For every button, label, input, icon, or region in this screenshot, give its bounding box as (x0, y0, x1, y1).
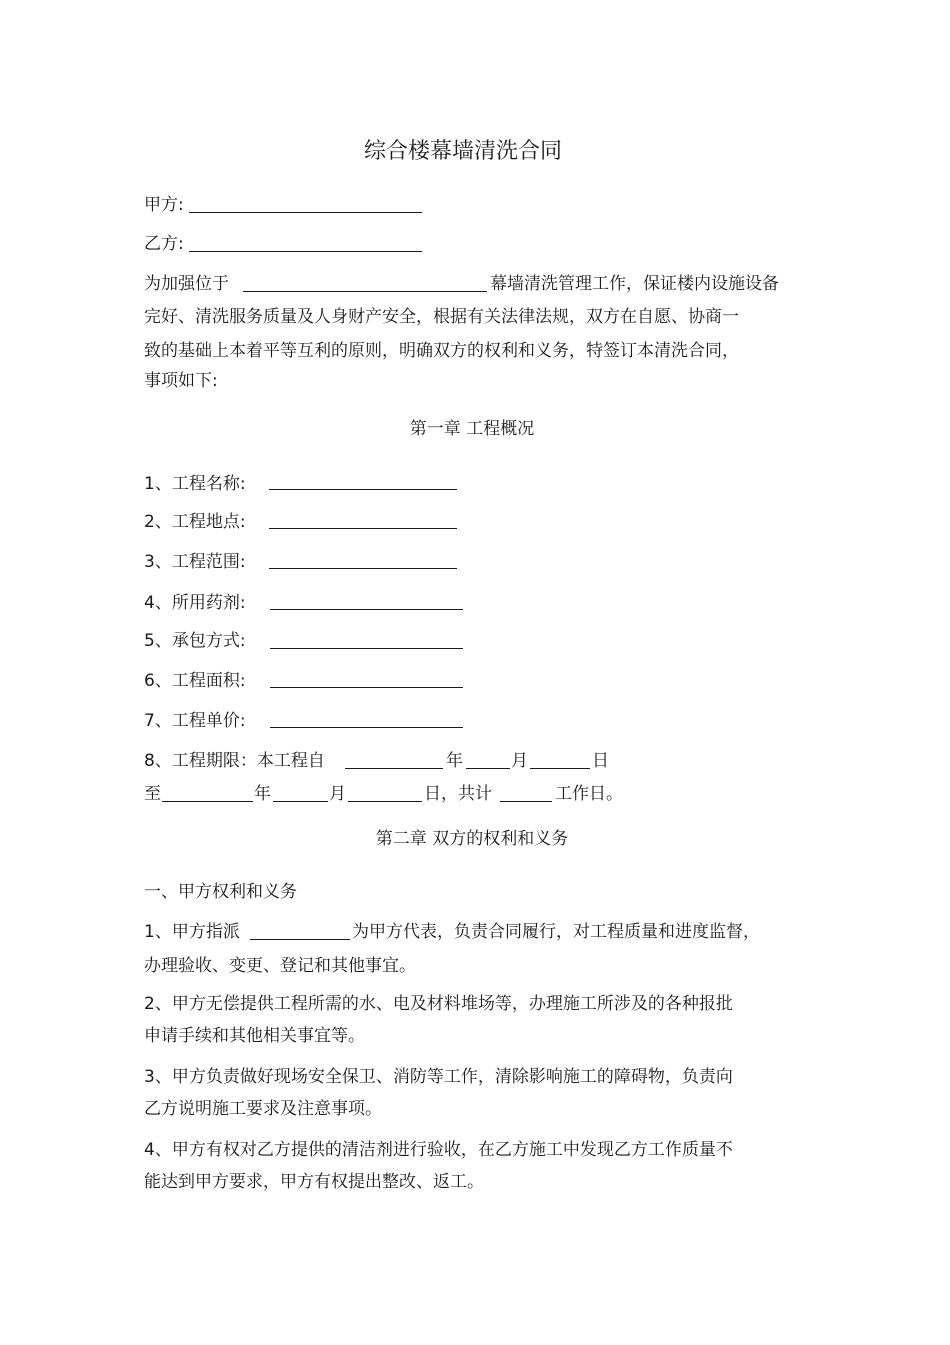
start-month-blank[interactable] (466, 768, 510, 769)
clause-1-start: 1、甲方指派 (144, 922, 240, 942)
chapter-2-heading: 第二章 双方的权利和义务 (375, 829, 569, 849)
party-a-label: 甲方: (144, 195, 184, 215)
clause-2-line-1: 2、甲方无偿提供工程所需的水、电及材料堆场等，办理施工所涉及的各种报批 (144, 994, 733, 1014)
item-unit-price: 7、工程单价: (144, 711, 246, 731)
period-workdays: 工作日。 (555, 784, 623, 804)
project-location-blank[interactable] (269, 528, 457, 529)
end-year-blank[interactable] (162, 801, 253, 802)
section-party-a-heading: 一、甲方权利和义务 (144, 882, 297, 902)
item-project-name: 1、工程名称: (144, 474, 246, 494)
item-project-area: 6、工程面积: (144, 671, 246, 691)
item-project-location: 2、工程地点: (144, 512, 246, 532)
workdays-blank[interactable] (500, 801, 552, 802)
period-month-1: 月 (511, 751, 528, 771)
period-label: 8、工程期限：本工程自 (144, 751, 325, 771)
document-title: 综合楼幕墙清洗合同 (363, 139, 562, 164)
chapter-1-heading: 第一章 工程概况 (409, 419, 535, 439)
intro-line-1-end: 幕墙清洗管理工作，保证楼内设施设备 (490, 274, 779, 294)
clause-1-line-2: 办理验收、变更、登记和其他事宜。 (144, 956, 416, 976)
item-contract-method: 5、承包方式: (144, 631, 246, 651)
representative-blank[interactable] (250, 939, 350, 940)
project-name-blank[interactable] (269, 489, 457, 490)
party-a-blank[interactable] (189, 212, 422, 213)
item-chemicals: 4、所用药剂: (144, 593, 246, 613)
location-blank[interactable] (243, 291, 487, 292)
end-day-blank[interactable] (348, 801, 422, 802)
clause-2-line-2: 申请手续和其他相关事宜等。 (144, 1026, 365, 1046)
party-b-label: 乙方: (144, 234, 184, 254)
item-project-scope: 3、工程范围: (144, 552, 246, 572)
period-year-2: 年 (254, 784, 271, 804)
intro-line-4: 事项如下: (144, 371, 218, 391)
period-total: 日，共计 (424, 784, 492, 804)
period-to: 至 (144, 784, 161, 804)
period-month-2: 月 (329, 784, 346, 804)
intro-line-3: 致的基础上本着平等互利的原则，明确双方的权利和义务，特签订本清洗合同， (144, 341, 739, 361)
clause-1-end: 为甲方代表，负责合同履行，对工程质量和进度监督， (352, 922, 760, 942)
period-day-1: 日 (592, 751, 609, 771)
start-year-blank[interactable] (345, 768, 443, 769)
period-year-1: 年 (446, 751, 463, 771)
chemicals-blank[interactable] (270, 609, 463, 610)
start-day-blank[interactable] (530, 768, 590, 769)
unit-price-blank[interactable] (270, 727, 463, 728)
clause-3-line-1: 3、甲方负责做好现场安全保卫、消防等工作，清除影响施工的障碍物，负责向 (144, 1067, 733, 1087)
project-scope-blank[interactable] (269, 568, 457, 569)
clause-4-line-2: 能达到甲方要求，甲方有权提出整改、返工。 (144, 1172, 484, 1192)
clause-3-line-2: 乙方说明施工要求及注意事项。 (144, 1099, 382, 1119)
project-area-blank[interactable] (270, 687, 463, 688)
end-month-blank[interactable] (273, 801, 328, 802)
party-b-blank[interactable] (189, 251, 422, 252)
contract-method-blank[interactable] (270, 648, 463, 649)
intro-line-1-start: 为加强位于 (144, 274, 229, 294)
clause-4-line-1: 4、甲方有权对乙方提供的清洁剂进行验收，在乙方施工中发现乙方工作质量不 (144, 1140, 733, 1160)
intro-line-2: 完好、清洗服务质量及人身财产安全，根据有关法律法规，双方在自愿、协商一 (144, 307, 739, 327)
